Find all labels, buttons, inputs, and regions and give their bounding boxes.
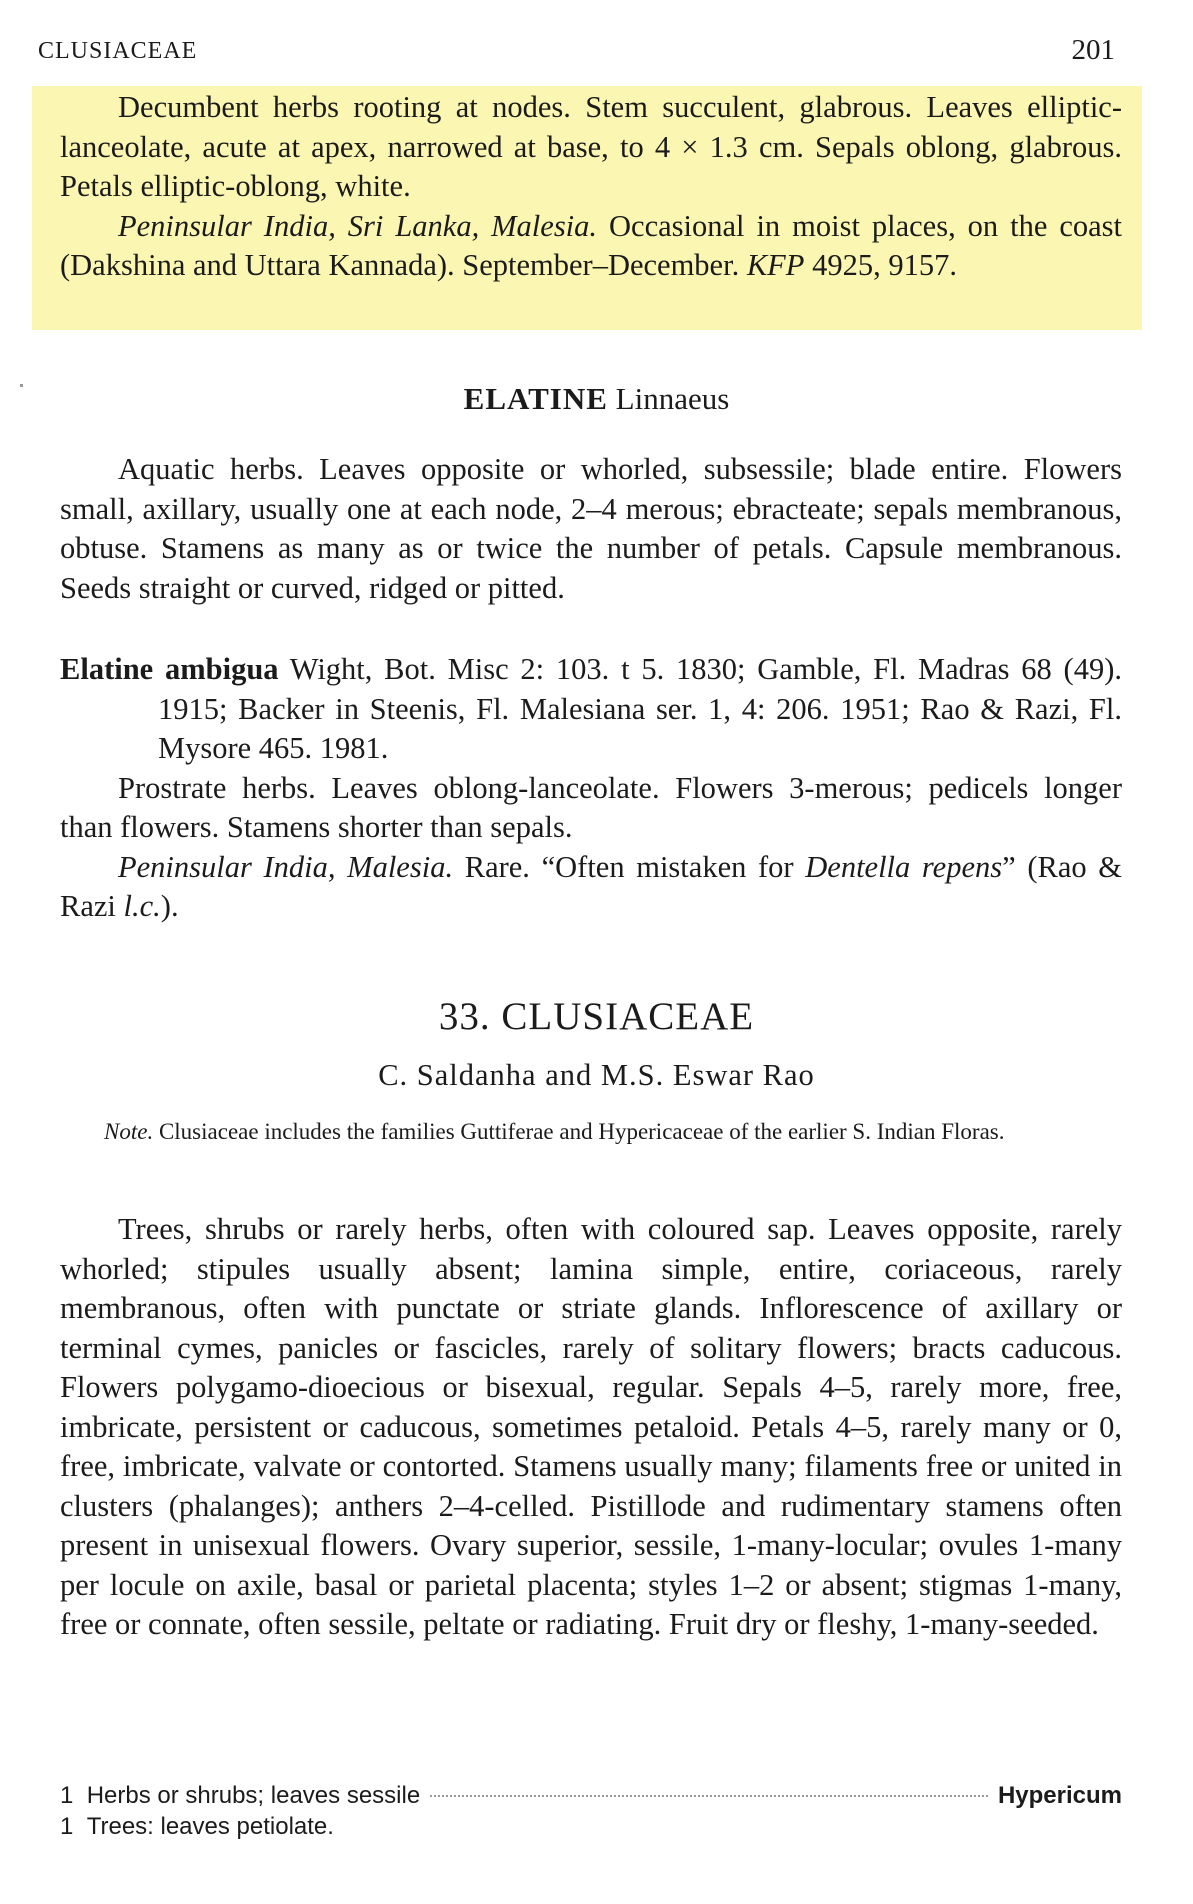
note-text: Clusiaceae includes the families Guttiferae and Hypericaceae of the earlier S. Indian Floras. (153, 1119, 1005, 1144)
genus-description: Aquatic herbs. Leaves opposite or whorled, subsessile; blade entire. Flowers small, axillary, usually one at each node, 2–4 merous; ebracteate; sepals membranous, obtuse. Stamens as many as or twice the number of petals. Capsule membranous. Seeds straight or curved, ridged or pitted. (60, 452, 1122, 605)
key-lead: Trees: leaves petiolate. (86, 1813, 334, 1840)
species-distribution (60, 207, 1122, 286)
genus-name: ELATINE (463, 381, 608, 416)
distribution-region: Peninsular India, Malesia. (118, 849, 454, 884)
key-result: Hypericum (997, 1782, 1122, 1809)
species-block (60, 650, 1122, 927)
herbarium-numbers: 4925, 9157. (804, 248, 957, 282)
key-lead: Herbs or shrubs; leaves sessile (86, 1782, 421, 1809)
species-name: Elatine ambigua (60, 652, 279, 686)
key-couplet (60, 1811, 1122, 1842)
species-reference: Dentella repens (805, 849, 1003, 884)
family-description-block (60, 1210, 1122, 1645)
genus-author: Linnaeus (607, 381, 730, 416)
family-description: Trees, shrubs or rarely herbs, often with coloured sap. Leaves opposite, rarely whorled; stipules usually absent; lamina simple, entire, coriaceous, rarely membranous, often with punctate or striate glands. Inflorescence of axillary or terminal cymes, panicles or fascicles, rarely of solitary flowers; bracts caducous. Flowers polygamo-dioecious or bisexual, regular. Sepals 4–5, rarely more, free, imbricate, persistent or caducous, sometimes petaloid. Petals 4–5, rarely many or 0, free, imbricate, valvate or contorted. Stamens usually many; filaments free or united in clusters (phalanges); anthers 2–4-celled. Pistillode and rudimentary stamens often present in unisexual flowers. Ovary superior, sessile, 1-many-locular; ovules 1-many per locule on axile, basal or parietal placenta; styles 1–2 or absent; stigmas 1-many, free or connate, often sessile, peltate or radiating. Fruit dry or fleshy, 1-many-seeded. (60, 1212, 1122, 1641)
key-couplet (60, 1780, 1122, 1811)
species-distribution (60, 848, 1122, 927)
distribution-text: Rare. “Often mistaken for (453, 849, 806, 884)
highlighted-passage (60, 88, 1122, 286)
family-note (60, 1115, 1122, 1148)
genus-heading (0, 381, 1193, 417)
species-description (60, 88, 1122, 207)
herbarium-code: KFP (746, 248, 805, 282)
page-number: 201 (1071, 34, 1115, 66)
distribution-region: Peninsular India, Sri Lanka, Malesia. (118, 208, 598, 243)
family-heading: 33. CLUSIACEAE (438, 995, 755, 1038)
key-number: 1 (60, 1782, 74, 1809)
key-leader-dots (430, 1795, 988, 1797)
genus-description-block (60, 450, 1122, 608)
distribution-close: ). (160, 889, 179, 923)
distribution-text-end: ” (Rao & Razi (60, 849, 1122, 923)
identification-key (60, 1780, 1122, 1842)
key-number: 1 (60, 1813, 74, 1840)
running-title: CLUSIACEAE (38, 38, 198, 64)
distribution-text: Occasional in moist places, on the coast (Dakshina and Uttara Kannada). September–December. (60, 208, 1122, 282)
citation-text: Wight, Bot. Misc 2: 103. t 5. 1830; Gamble, Fl. Madras 68 (49). 1915; Backer in Steenis, Fl. Malesiana ser. 1, 4: 206. 1951; Rao & Razi, Fl. Mysore 465. 1981. (158, 652, 1122, 765)
family-authors: C. Saldanha and M.S. Eswar Rao (378, 1058, 815, 1092)
species-citation (60, 650, 1122, 769)
species-description: Prostrate herbs. Leaves oblong-lanceolate. Flowers 3-merous; pedicels longer than flowers. Stamens shorter than sepals. (60, 770, 1122, 844)
loc-cit: l.c. (123, 889, 161, 923)
note-label: Note. (104, 1119, 154, 1144)
description-text: Decumbent herbs rooting at nodes. Stem succulent, glabrous. Leaves elliptic-lanceolate, acute at apex, narrowed at base, to 4 × 1.3 cm. Sepals oblong, glabrous. Petals elliptic-oblong, white. (60, 90, 1122, 203)
